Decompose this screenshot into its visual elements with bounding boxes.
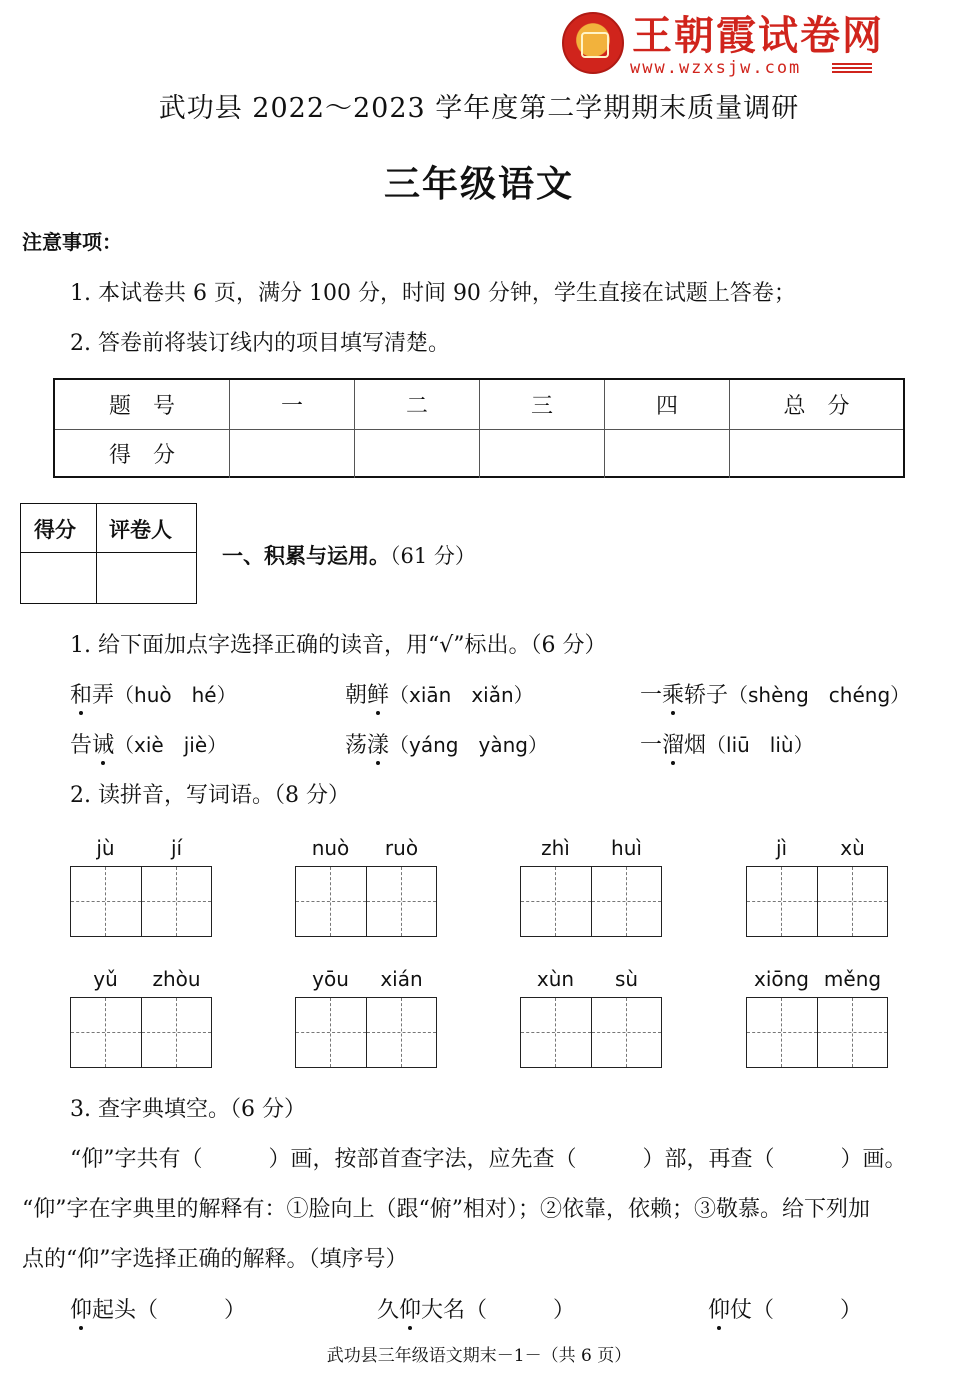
q1-word: 和弄 [70,683,115,708]
page-footer: 武功县三年级语文期末－1－（共 6 页） [326,1346,632,1366]
q1-word: 朝鲜 [345,683,390,708]
writing-grid[interactable] [295,866,437,937]
q1-options[interactable]: （shèng chéng） [728,683,911,707]
question-2-prompt: 2. 读拼音，写词语。（8 分） [70,783,350,808]
writing-square[interactable] [817,998,887,1067]
pinyin: xùn [536,967,575,991]
pinyin: huì [611,836,642,860]
pinyin: ruò [384,836,419,860]
writing-grid[interactable] [746,997,888,1068]
section-title: 一、积累与运用。 [222,544,390,568]
q1-word: 告诫 [70,733,115,758]
emphasis-dot [671,711,675,715]
score-cell[interactable] [230,429,355,478]
q1-item [70,728,227,759]
section-score-box [20,503,197,604]
q3-item[interactable] [70,1293,246,1324]
writing-square[interactable] [141,998,211,1067]
row-label: 得 分 [55,429,230,478]
writing-square[interactable] [71,998,141,1067]
q1-item [640,678,910,709]
emphasis-dot [79,1326,83,1330]
pinyin: xiōng [754,967,809,991]
score-cell[interactable] [605,429,730,478]
q3-item-text[interactable]: 仰起头（ ） [70,1298,247,1323]
note-item: 2. 答卷前将装订线内的项目填写清楚。 [70,331,450,356]
writing-square[interactable] [747,867,817,936]
writing-grid[interactable] [70,866,212,937]
q1-item [345,728,548,759]
q1-word: 荡漾 [345,733,390,758]
q3-line: 点的“仰”字选择正确的解释。（填序号） [22,1247,408,1272]
section-heading [222,540,476,570]
pinyin: xù [840,836,865,860]
q3-line: “仰”字在字典里的解释有：①脸向上（跟“俯”相对）；②依靠，依赖；③敬慕。给下列加 [22,1197,870,1222]
col-header: 题 号 [55,380,230,429]
writing-square[interactable] [71,867,141,936]
col-header: 二 [355,380,480,429]
pinyin: jí [170,836,183,860]
q1-options[interactable]: （liū liù） [706,733,814,757]
col-header: 四 [605,380,730,429]
emphasis-dot [376,711,380,715]
q1-options[interactable]: （xiān xiǎn） [389,683,534,707]
writing-square[interactable] [521,998,591,1067]
q1-item [70,678,237,709]
pinyin: měng [823,967,882,991]
score-label: 得分 [34,518,76,542]
q1-word: 一乘轿子 [640,683,729,708]
writing-square[interactable] [747,998,817,1067]
q1-options[interactable]: （xiè jiè） [114,733,228,757]
section-points: （61 分） [390,544,476,568]
emphasis-dot [408,1326,412,1330]
q3-item-text[interactable]: 久仰大名（ ） [377,1298,576,1323]
col-header: 三 [480,380,605,429]
col-header: 一 [230,380,355,429]
q3-item-text[interactable]: 仰仗（ ） [708,1298,863,1323]
logo-name: 王朝霞试卷网 [632,13,884,59]
writing-grid[interactable] [520,997,662,1068]
writing-grid[interactable] [295,997,437,1068]
writing-square[interactable] [141,867,211,936]
score-table [53,378,905,478]
writing-square[interactable] [296,867,366,936]
q1-item [640,728,814,759]
writing-square[interactable] [591,998,661,1067]
pinyin: xián [380,967,423,991]
grader-cell[interactable] [97,553,196,603]
pinyin: yǔ [93,967,118,991]
emphasis-dot [671,761,675,765]
score-table-score-row [55,429,903,478]
emphasis-dot [376,761,380,765]
score-cell[interactable] [480,429,605,478]
pinyin: nuò [311,836,350,860]
pinyin: jì [775,836,788,860]
score-cell[interactable] [355,429,480,478]
grader-label: 评卷人 [109,518,172,542]
section-score-cell[interactable] [21,553,96,603]
pinyin: yōu [312,967,349,991]
q1-item [345,678,534,709]
writing-grid[interactable] [746,866,888,937]
writing-square[interactable] [366,998,436,1067]
emphasis-dot [79,711,83,715]
writing-square[interactable] [366,867,436,936]
emphasis-dot [717,1326,721,1330]
note-item: 1. 本试卷共 6 页，满分 100 分，时间 90 分钟，学生直接在试题上答卷； [70,281,796,306]
q1-word: 一溜烟 [640,733,707,758]
score-cell[interactable] [730,429,903,478]
writing-square[interactable] [296,998,366,1067]
q3-item[interactable] [377,1293,575,1324]
writing-square[interactable] [817,867,887,936]
writing-square[interactable] [521,867,591,936]
pinyin: jù [96,836,115,860]
writing-grid[interactable] [520,866,662,937]
question-1-prompt: 1. 给下面加点字选择正确的读音，用“√”标出。（6 分） [70,633,607,658]
question-3-prompt: 3. 查字典填空。（6 分） [70,1097,306,1122]
pinyin: zhì [541,836,570,860]
emphasis-dot [101,761,105,765]
pinyin: zhòu [152,967,201,991]
notes-heading: 注意事项： [22,230,122,254]
publisher-logo [562,12,892,78]
logo-url: www.wzxsjw.com [630,58,802,78]
writing-square[interactable] [591,867,661,936]
decorative-lines [832,63,872,75]
q1-options[interactable]: （yáng yàng） [389,733,548,757]
writing-grid[interactable] [70,997,212,1068]
exam-title: 三年级语文 [383,164,574,205]
seal-icon [562,12,624,74]
pinyin: sù [614,967,639,991]
col-header: 总 分 [783,394,850,419]
q3-item[interactable] [708,1293,862,1324]
score-table-header-row [55,380,903,430]
q3-line[interactable]: “仰”字共有（ ）画，按部首查字法，应先查（ ）部，再查（ ）画。 [70,1147,907,1172]
exam-subtitle: 武功县 2022～2023 学年度第二学期期末质量调研 [158,93,800,124]
q1-options[interactable]: （huò hé） [114,683,237,707]
